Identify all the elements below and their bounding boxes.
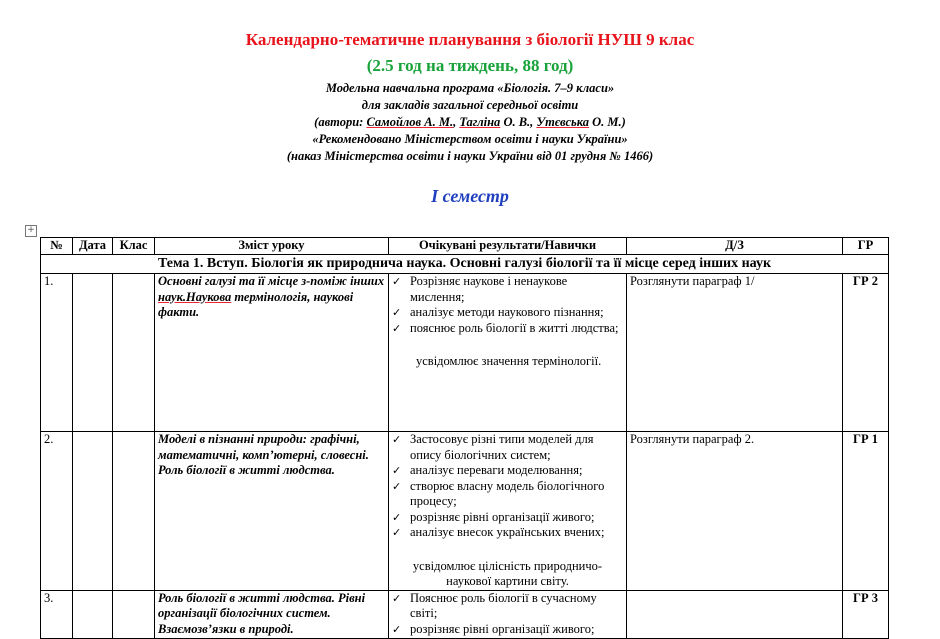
result-text: пояснює роль біології в житті людства;: [410, 320, 619, 335]
table-row: [41, 590, 889, 638]
result-tail: усвідомлює цілісність природничо-наукової картини світу.: [412, 558, 603, 588]
lesson-content: Моделі в пізнанні природи: графічні, математичні, комп’ютерні, словесні. Роль біології в житті людства.: [155, 432, 389, 591]
result-text: Застосовує різні типи моделей для опису біологічних систем;: [410, 432, 594, 462]
row-date[interactable]: [73, 274, 113, 432]
row-class[interactable]: [113, 274, 155, 432]
table-row: [41, 432, 889, 591]
col-content-header: Зміст уроку: [155, 238, 389, 255]
row-class[interactable]: [113, 432, 155, 591]
semester-heading: І семестр: [431, 186, 509, 206]
plan-table: [40, 237, 889, 639]
result-tail: усвідомлює значення термінології.: [416, 354, 602, 368]
result-item: [392, 510, 623, 526]
recommended-line: «Рекомендовано Міністерством освіти і науки України»: [312, 132, 628, 146]
homework: Розглянути параграф 1/: [627, 274, 843, 432]
result-item: [392, 479, 623, 510]
col-gr-header: ГР: [843, 238, 889, 255]
check-icon: ✓: [392, 275, 402, 288]
hours-subtitle: (2.5 год на тиждень, 88 год): [366, 56, 574, 75]
result-item: [392, 305, 623, 321]
check-icon: ✓: [392, 510, 402, 524]
result-text: Пояснює роль біології в сучасному світі;: [410, 590, 597, 620]
table-move-handle-icon[interactable]: +: [25, 225, 37, 237]
check-icon: ✓: [392, 591, 402, 605]
check-icon: ✓: [392, 306, 402, 319]
group-label: ГР 3: [843, 590, 889, 638]
program-line-1: Модельна навчальна програма «Біологія. 7–9 класи»: [325, 81, 615, 95]
program-line-2: для закладів загальної середньої освіти: [361, 98, 579, 112]
group-label: ГР 2: [843, 274, 889, 432]
authors-prefix: (автори:: [314, 115, 367, 129]
result-item: [392, 463, 623, 479]
document-title: Календарно-тематичне планування з біології НУШ 9 клас: [245, 30, 695, 49]
result-text: створює власну модель біологічного процесу;: [410, 478, 605, 508]
row-class[interactable]: [113, 590, 155, 638]
check-icon: ✓: [392, 464, 402, 477]
col-num-header: №: [41, 238, 73, 255]
result-item: [392, 432, 623, 463]
result-text: розрізняє рівні організації живого;: [410, 621, 595, 636]
author-sep: ,: [453, 115, 460, 129]
col-results-header: Очікувані результати/Навички: [389, 238, 627, 255]
homework: [627, 590, 843, 638]
check-icon: ✓: [392, 433, 402, 446]
col-class-header: Клас: [113, 238, 155, 255]
table-header-row: [41, 238, 889, 255]
expected-results: [389, 274, 627, 432]
check-icon: ✓: [392, 321, 402, 335]
author-3: Утєвська: [536, 115, 590, 129]
author-1: Самойлов А. М.: [366, 115, 454, 129]
result-item: [392, 274, 623, 305]
row-date[interactable]: [73, 432, 113, 591]
result-text: аналізує внесок українських вчених;: [410, 525, 605, 539]
result-item: [392, 321, 623, 337]
lesson-content: [155, 274, 389, 432]
check-icon: ✓: [392, 479, 402, 493]
result-item: [392, 591, 623, 622]
results-list: [392, 432, 623, 541]
expected-results: [389, 590, 627, 638]
result-item: [392, 622, 623, 638]
results-list: [392, 591, 623, 638]
row-number: 3.: [41, 590, 73, 638]
check-icon: ✓: [392, 622, 402, 636]
authors-line: [0, 114, 940, 131]
expected-results: [389, 432, 627, 591]
row-number: 1.: [41, 274, 73, 432]
lesson-content-a: Основні галузі та її місце з-поміж інших: [158, 274, 385, 288]
col-date-header: Дата: [73, 238, 113, 255]
result-text: Розрізняє наукове і ненаукове мислення;: [410, 274, 568, 304]
check-icon: ✓: [392, 526, 402, 539]
row-date[interactable]: [73, 590, 113, 638]
order-line: (наказ Міністерства освіти і науки України від 01 грудня № 1466): [286, 149, 654, 163]
col-hw-header: Д/З: [627, 238, 843, 255]
result-text: розрізняє рівні організації живого;: [410, 509, 595, 524]
topic-row: [41, 255, 889, 274]
results-list: [392, 274, 623, 336]
result-text: аналізує методи наукового пізнання;: [410, 305, 604, 319]
row-number: 2.: [41, 432, 73, 591]
table-row: [41, 274, 889, 432]
result-text: аналізує переваги моделювання;: [410, 463, 583, 477]
author-2-rest: О. В.,: [500, 115, 537, 129]
lesson-content-b: наук.Наукова: [158, 289, 232, 304]
topic-title: Тема 1. Вступ. Біологія як природнича наука. Основні галузі біології та її місце серед інших наук: [41, 255, 889, 274]
homework: Розглянути параграф 2.: [627, 432, 843, 591]
group-label: ГР 1: [843, 432, 889, 591]
author-2: Тагліна: [459, 115, 501, 129]
lesson-content-c: термінологія, наукові факти.: [158, 289, 354, 319]
author-3-rest: О. М.): [589, 115, 626, 129]
lesson-content: Роль біології в житті людства. Рівні організації біологічних систем. Взаємозв’язки в природі.: [155, 590, 389, 638]
result-item: [392, 525, 623, 541]
